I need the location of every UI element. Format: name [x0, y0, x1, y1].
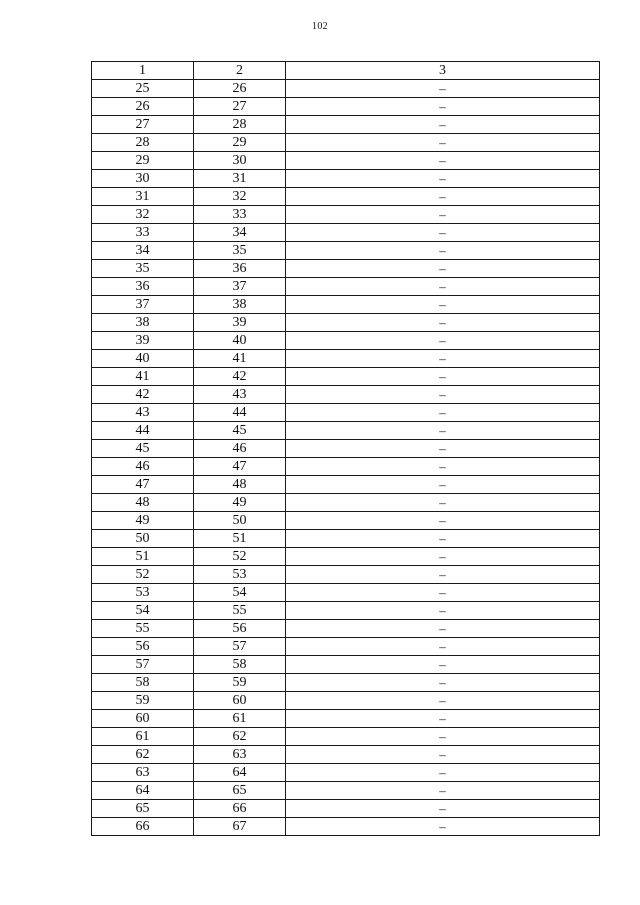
- table-cell-col-2: 54: [194, 584, 286, 602]
- table-cell-col-3: –: [286, 188, 600, 206]
- table-row: [92, 710, 600, 728]
- table-row: [92, 188, 600, 206]
- table-cell-col-3: –: [286, 368, 600, 386]
- table-cell-col-2: 36: [194, 260, 286, 278]
- table-cell-col-1: 40: [92, 350, 194, 368]
- table-cell-col-3: –: [286, 278, 600, 296]
- table-cell-col-2: 38: [194, 296, 286, 314]
- table-cell-col-1: 56: [92, 638, 194, 656]
- header-row: [92, 62, 600, 80]
- table-cell-col-1: 62: [92, 746, 194, 764]
- table-row: [92, 512, 600, 530]
- table-cell-col-2: 67: [194, 818, 286, 836]
- table-cell-col-2: 49: [194, 494, 286, 512]
- table-row: [92, 818, 600, 836]
- table-cell-col-2: 50: [194, 512, 286, 530]
- table-row: [92, 422, 600, 440]
- table-cell-col-2: 51: [194, 530, 286, 548]
- table-cell-col-3: –: [286, 602, 600, 620]
- table-row: [92, 368, 600, 386]
- table-row: [92, 584, 600, 602]
- table-cell-col-2: 46: [194, 440, 286, 458]
- table-cell-col-1: 46: [92, 458, 194, 476]
- table-row: [92, 98, 600, 116]
- table-cell-col-3: –: [286, 566, 600, 584]
- table-cell-col-1: 36: [92, 278, 194, 296]
- table-cell-col-3: –: [286, 134, 600, 152]
- table-cell-col-1: 52: [92, 566, 194, 584]
- table-row: [92, 224, 600, 242]
- table-cell-col-2: 40: [194, 332, 286, 350]
- table-cell-col-1: 34: [92, 242, 194, 260]
- table-row: [92, 296, 600, 314]
- table-cell-col-3: –: [286, 260, 600, 278]
- table-cell-col-3: –: [286, 350, 600, 368]
- table-cell-col-3: –: [286, 620, 600, 638]
- table-row: [92, 134, 600, 152]
- table-cell-col-3: –: [286, 152, 600, 170]
- table-cell-col-1: 45: [92, 440, 194, 458]
- table-cell-col-2: 31: [194, 170, 286, 188]
- table-row: [92, 602, 600, 620]
- table-cell-col-1: 66: [92, 818, 194, 836]
- table-cell-col-1: 41: [92, 368, 194, 386]
- table-cell-col-2: 62: [194, 728, 286, 746]
- table-cell-col-1: 29: [92, 152, 194, 170]
- table-row: [92, 206, 600, 224]
- header-col-1: 1: [92, 62, 194, 80]
- table-cell-col-3: –: [286, 170, 600, 188]
- table-cell-col-2: 32: [194, 188, 286, 206]
- table-cell-col-1: 37: [92, 296, 194, 314]
- table-cell-col-1: 47: [92, 476, 194, 494]
- table-row: [92, 152, 600, 170]
- table-cell-col-2: 43: [194, 386, 286, 404]
- table-cell-col-3: –: [286, 224, 600, 242]
- table-row: [92, 458, 600, 476]
- table-row: [92, 638, 600, 656]
- table-cell-col-3: –: [286, 746, 600, 764]
- table-row: [92, 80, 600, 98]
- table-cell-col-3: –: [286, 422, 600, 440]
- table-cell-col-1: 63: [92, 764, 194, 782]
- table-cell-col-3: –: [286, 116, 600, 134]
- table-row: [92, 728, 600, 746]
- table-row: [92, 260, 600, 278]
- table-cell-col-2: 39: [194, 314, 286, 332]
- table-cell-col-1: 33: [92, 224, 194, 242]
- table-row: [92, 746, 600, 764]
- table-cell-col-1: 25: [92, 80, 194, 98]
- table-row: [92, 404, 600, 422]
- table-row: [92, 440, 600, 458]
- table-cell-col-1: 30: [92, 170, 194, 188]
- table-cell-col-3: –: [286, 674, 600, 692]
- table-cell-col-2: 60: [194, 692, 286, 710]
- table-cell-col-2: 63: [194, 746, 286, 764]
- table-cell-col-2: 57: [194, 638, 286, 656]
- table-cell-col-3: –: [286, 314, 600, 332]
- table-cell-col-3: –: [286, 332, 600, 350]
- table-cell-col-2: 30: [194, 152, 286, 170]
- table-row: [92, 386, 600, 404]
- table-cell-col-3: –: [286, 386, 600, 404]
- table-cell-col-3: –: [286, 656, 600, 674]
- table-cell-col-1: 55: [92, 620, 194, 638]
- table-cell-col-3: –: [286, 764, 600, 782]
- table-row: [92, 764, 600, 782]
- table-cell-col-3: –: [286, 98, 600, 116]
- table-cell-col-3: –: [286, 440, 600, 458]
- table-cell-col-3: –: [286, 206, 600, 224]
- table-cell-col-1: 50: [92, 530, 194, 548]
- table-cell-col-1: 31: [92, 188, 194, 206]
- table-cell-col-1: 28: [92, 134, 194, 152]
- table-cell-col-1: 42: [92, 386, 194, 404]
- table-cell-col-2: 28: [194, 116, 286, 134]
- table-cell-col-2: 34: [194, 224, 286, 242]
- table-cell-col-1: 51: [92, 548, 194, 566]
- table-cell-col-1: 38: [92, 314, 194, 332]
- table-cell-col-3: –: [286, 548, 600, 566]
- table-cell-col-1: 61: [92, 728, 194, 746]
- table-cell-col-1: 35: [92, 260, 194, 278]
- table-cell-col-1: 27: [92, 116, 194, 134]
- table-row: [92, 332, 600, 350]
- table-row: [92, 800, 600, 818]
- table-cell-col-1: 58: [92, 674, 194, 692]
- table-row: [92, 278, 600, 296]
- table-cell-col-2: 33: [194, 206, 286, 224]
- table-cell-col-2: 41: [194, 350, 286, 368]
- table-cell-col-3: –: [286, 782, 600, 800]
- table-cell-col-2: 52: [194, 548, 286, 566]
- table-cell-col-2: 56: [194, 620, 286, 638]
- table-row: [92, 782, 600, 800]
- table-cell-col-2: 29: [194, 134, 286, 152]
- table-cell-col-3: –: [286, 692, 600, 710]
- table-cell-col-2: 48: [194, 476, 286, 494]
- table-cell-col-3: –: [286, 818, 600, 836]
- table-cell-col-1: 49: [92, 512, 194, 530]
- table-row: [92, 692, 600, 710]
- table-cell-col-3: –: [286, 296, 600, 314]
- table-row: [92, 476, 600, 494]
- table-cell-col-3: –: [286, 80, 600, 98]
- table-cell-col-1: 43: [92, 404, 194, 422]
- table-body: [92, 80, 600, 836]
- table-cell-col-1: 65: [92, 800, 194, 818]
- table-cell-col-3: –: [286, 800, 600, 818]
- table-row: [92, 620, 600, 638]
- table-cell-col-2: 59: [194, 674, 286, 692]
- table-cell-col-3: –: [286, 638, 600, 656]
- table-cell-col-1: 60: [92, 710, 194, 728]
- table-row: [92, 116, 600, 134]
- data-table: [91, 61, 600, 836]
- table-row: [92, 530, 600, 548]
- page-number: 102: [312, 21, 328, 32]
- header-col-3: 3: [286, 62, 600, 80]
- table-cell-col-2: 61: [194, 710, 286, 728]
- table-header: [92, 62, 600, 80]
- table-cell-col-2: 37: [194, 278, 286, 296]
- table-cell-col-3: –: [286, 404, 600, 422]
- table-cell-col-1: 44: [92, 422, 194, 440]
- table-row: [92, 548, 600, 566]
- table-cell-col-3: –: [286, 242, 600, 260]
- table-cell-col-1: 26: [92, 98, 194, 116]
- table-row: [92, 170, 600, 188]
- table-cell-col-2: 66: [194, 800, 286, 818]
- table-cell-col-3: –: [286, 512, 600, 530]
- table-row: [92, 314, 600, 332]
- table-cell-col-2: 55: [194, 602, 286, 620]
- header-col-2: 2: [194, 62, 286, 80]
- table-cell-col-3: –: [286, 728, 600, 746]
- table-cell-col-1: 59: [92, 692, 194, 710]
- table-cell-col-1: 54: [92, 602, 194, 620]
- table-cell-col-2: 35: [194, 242, 286, 260]
- table-cell-col-3: –: [286, 494, 600, 512]
- table-cell-col-3: –: [286, 584, 600, 602]
- table-row: [92, 350, 600, 368]
- table-cell-col-2: 65: [194, 782, 286, 800]
- table-cell-col-2: 58: [194, 656, 286, 674]
- table-cell-col-2: 42: [194, 368, 286, 386]
- table-cell-col-3: –: [286, 458, 600, 476]
- table-row: [92, 656, 600, 674]
- table-row: [92, 494, 600, 512]
- table-cell-col-1: 32: [92, 206, 194, 224]
- table-cell-col-2: 45: [194, 422, 286, 440]
- table-cell-col-3: –: [286, 476, 600, 494]
- table-cell-col-2: 53: [194, 566, 286, 584]
- table-cell-col-1: 64: [92, 782, 194, 800]
- table-row: [92, 566, 600, 584]
- table-cell-col-2: 64: [194, 764, 286, 782]
- table-cell-col-2: 26: [194, 80, 286, 98]
- table-cell-col-2: 47: [194, 458, 286, 476]
- table-cell-col-1: 53: [92, 584, 194, 602]
- table-cell-col-2: 27: [194, 98, 286, 116]
- table-cell-col-1: 57: [92, 656, 194, 674]
- table-cell-col-3: –: [286, 530, 600, 548]
- table-cell-col-2: 44: [194, 404, 286, 422]
- table-cell-col-3: –: [286, 710, 600, 728]
- table-row: [92, 674, 600, 692]
- table-row: [92, 242, 600, 260]
- table-cell-col-1: 39: [92, 332, 194, 350]
- table-cell-col-1: 48: [92, 494, 194, 512]
